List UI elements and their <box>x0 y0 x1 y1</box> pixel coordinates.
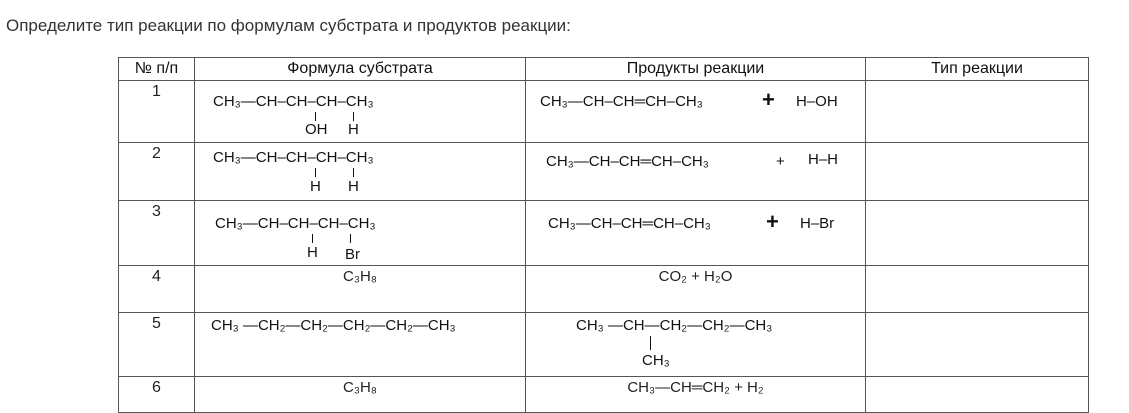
product-side: H–H <box>808 151 839 168</box>
reaction-table <box>118 57 1089 413</box>
product-side: H–OH <box>796 93 838 110</box>
product-main: CH₃—CH–CH═CH–CH₃ <box>540 93 703 110</box>
products-cell <box>526 266 866 313</box>
product-main: CO₂ + H₂O <box>658 268 733 285</box>
table-row <box>119 143 1089 201</box>
substituent-2: Br <box>345 246 360 263</box>
substrate-formula: CH₃—CH–CH–CH–CH₃ <box>213 149 374 166</box>
products-cell <box>526 313 866 377</box>
type-answer-cell[interactable] <box>866 266 1089 313</box>
plus-sign: + <box>776 153 785 170</box>
row-number: 3 <box>119 201 195 266</box>
row-number: 2 <box>119 143 195 201</box>
substituent-1: H <box>307 244 318 261</box>
header-products: Продукты реакции <box>526 58 866 81</box>
type-answer-cell[interactable] <box>866 313 1089 377</box>
table-row <box>119 313 1089 377</box>
substrate-formula: CH₃—CH–CH–CH–CH₃ <box>215 215 376 232</box>
header-type: Тип реакции <box>866 58 1089 81</box>
header-substrate: Формула субстрата <box>195 58 526 81</box>
header-num: № п/п <box>119 58 195 81</box>
table-row <box>119 266 1089 313</box>
plus-sign: + <box>762 87 775 112</box>
products-cell <box>526 377 866 413</box>
table-row <box>119 201 1089 266</box>
type-answer-cell[interactable] <box>866 377 1089 413</box>
table-header-row <box>119 58 1089 81</box>
substituent-2: H <box>348 178 359 195</box>
substrate-cell <box>195 313 526 377</box>
product-main: CH₃—CH–CH═CH–CH₃ <box>546 153 709 170</box>
substrate-formula: C₃H₈ <box>343 379 377 396</box>
substrate-formula: CH₃—CH–CH–CH–CH₃ <box>213 93 374 110</box>
substrate-cell <box>195 201 526 266</box>
substrate-cell <box>195 377 526 413</box>
plus-sign: + <box>766 209 779 234</box>
row-number: 6 <box>119 377 195 413</box>
product-main: CH₃ —CH—CH₂—CH₂—CH₃ <box>576 317 773 334</box>
row-number: 5 <box>119 313 195 377</box>
row-number: 1 <box>119 81 195 143</box>
products-cell <box>526 81 866 143</box>
type-answer-cell[interactable] <box>866 81 1089 143</box>
substituent-2: H <box>348 121 359 138</box>
products-cell <box>526 143 866 201</box>
task-title: Определите тип реакции по формулам субстрата и продуктов реакции: <box>6 16 571 35</box>
product-main: CH₃—CH–CH═CH–CH₃ <box>548 215 711 232</box>
type-answer-cell[interactable] <box>866 143 1089 201</box>
product-branch: CH₃ <box>642 352 670 369</box>
product-main: CH₃—CH═CH₂ + H₂ <box>627 379 764 396</box>
substrate-cell <box>195 81 526 143</box>
substrate-cell <box>195 266 526 313</box>
products-cell <box>526 201 866 266</box>
type-answer-cell[interactable] <box>866 201 1089 266</box>
substrate-cell <box>195 143 526 201</box>
row-number: 4 <box>119 266 195 313</box>
table-row <box>119 377 1089 413</box>
table-row <box>119 81 1089 143</box>
product-side: H–Br <box>800 215 835 232</box>
substituent-1: H <box>310 178 321 195</box>
substituent-1: OH <box>305 121 328 138</box>
substrate-formula: C₃H₈ <box>343 268 377 285</box>
substrate-formula: CH₃ —CH₂—CH₂—CH₂—CH₂—CH₃ <box>211 317 456 334</box>
